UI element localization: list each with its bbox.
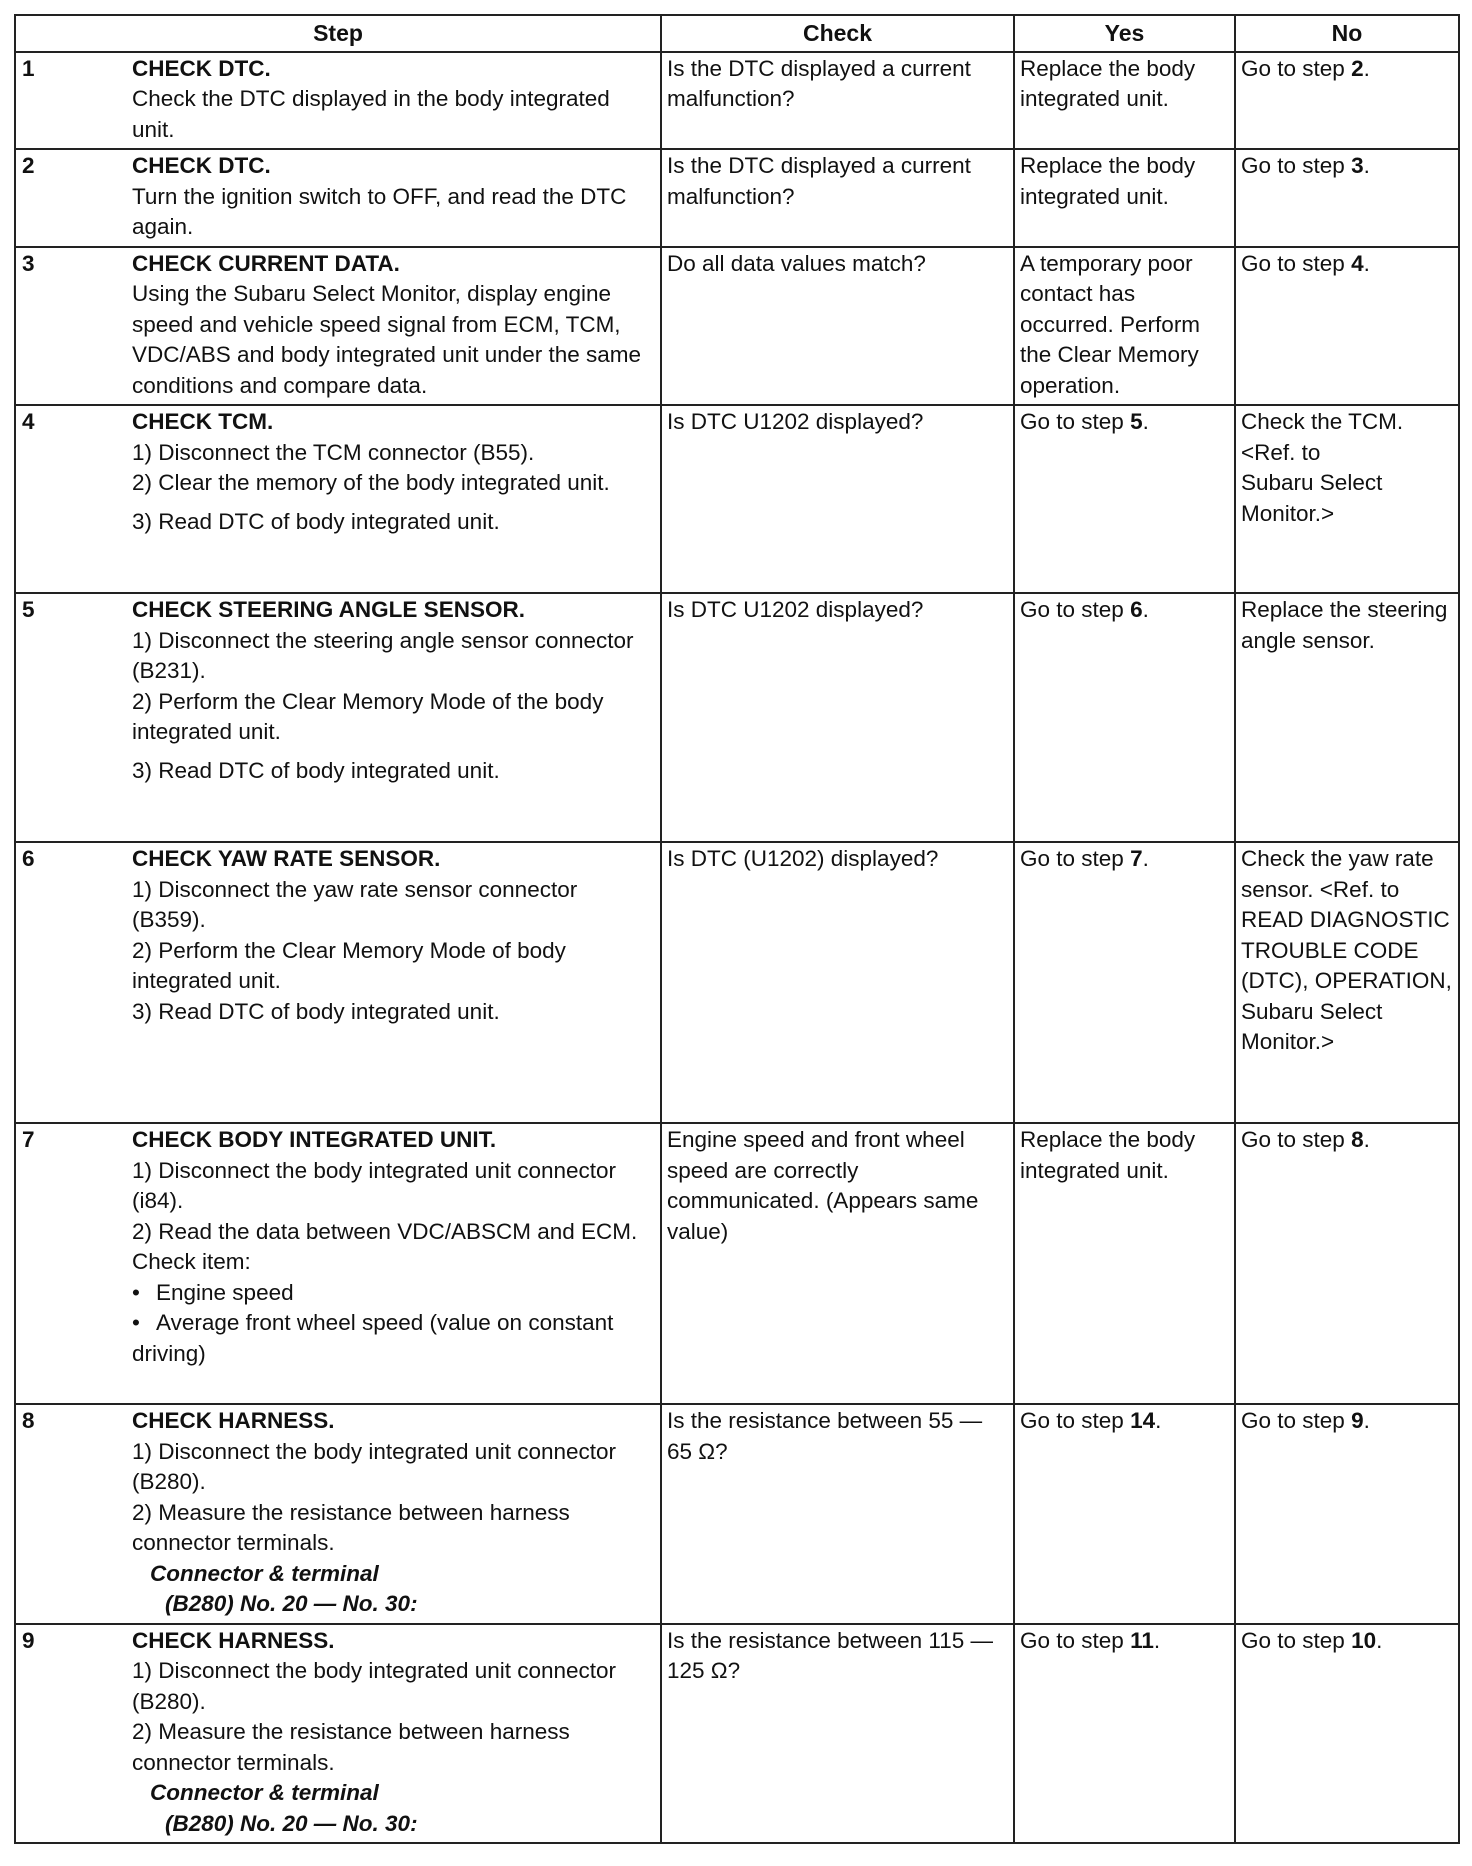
step-number: 8: [22, 1408, 35, 1433]
yes-text: Go to step: [1020, 409, 1131, 434]
diagnostic-procedure-sheet: [14, 14, 1458, 1844]
yes-cell: [1014, 1404, 1235, 1624]
yes-suffix: .: [1142, 846, 1149, 871]
no-line: Monitor.>: [1241, 500, 1335, 526]
no-cell: [1235, 1404, 1459, 1624]
spacer: [132, 499, 654, 507]
step-cell: [15, 1123, 661, 1404]
step-item: 3) Read DTC of body integrated unit.: [132, 998, 500, 1024]
step-cell: [15, 842, 661, 1123]
step-number: 1: [22, 55, 35, 81]
connector-terminal-heading: Connector & terminal: [150, 1780, 379, 1805]
yes-text: Go to step: [1020, 846, 1131, 871]
yes-cell: [1014, 405, 1235, 593]
step-item: 2) Measure the resistance between harness connector terminals.: [132, 1719, 570, 1775]
step-title: CHECK TCM.: [132, 409, 274, 434]
table-row: [15, 52, 1459, 150]
step-item: 1) Disconnect the body integrated unit connector (B280).: [132, 1658, 617, 1714]
spacer: [132, 748, 654, 756]
step-text: Check the DTC displayed in the body integrated unit.: [132, 86, 610, 142]
step-item: 3) Read DTC of body integrated unit.: [132, 757, 500, 783]
step-item: 1) Disconnect the steering angle sensor connector (B231).: [132, 627, 634, 683]
step-item: 1) Disconnect the TCM connector (B55).: [132, 439, 535, 465]
yes-cell: Replace the body integrated unit.: [1014, 52, 1235, 150]
step-link: 11: [1130, 1627, 1154, 1653]
step-item: 2) Measure the resistance between harness connector terminals.: [132, 1499, 570, 1555]
table-row: [15, 405, 1459, 593]
no-suffix: .: [1363, 153, 1370, 178]
no-cell: [1235, 52, 1459, 150]
step-item: 1) Disconnect the body integrated unit connector (i84).: [132, 1157, 617, 1213]
yes-suffix: .: [1155, 1408, 1162, 1433]
step-title: CHECK HARNESS.: [132, 1408, 335, 1433]
step-link: 4: [1351, 250, 1364, 276]
step-number: 3: [22, 250, 35, 276]
connector-terminal-value: (B280) No. 20 — No. 30:: [165, 1810, 418, 1836]
header-no: No: [1235, 15, 1459, 52]
step-title: CHECK DTC.: [132, 153, 271, 178]
no-text: Go to step: [1241, 55, 1352, 81]
step-number: 4: [22, 409, 35, 434]
no-text: Go to step: [1241, 1127, 1352, 1152]
check-cell: Is DTC (U1202) displayed?: [661, 842, 1014, 1123]
check-cell: Is the resistance between 115 — 125 Ω?: [661, 1624, 1014, 1844]
bullet-item: • Average front wheel speed (value on constant driving): [132, 1308, 654, 1369]
check-cell: Is the DTC displayed a current malfunction?: [661, 52, 1014, 150]
no-suffix: .: [1363, 250, 1370, 276]
table-row: [15, 1624, 1459, 1844]
step-item: 1) Disconnect the yaw rate sensor connector (B359).: [132, 876, 578, 932]
yes-suffix: .: [1142, 597, 1149, 622]
yes-text: Go to step: [1020, 1627, 1131, 1653]
step-cell: [15, 149, 661, 247]
step-number: 9: [22, 1627, 35, 1653]
no-cell: Check the yaw rate sensor. <Ref. to READ DIAGNOSTIC TROUBLE CODE (DTC), OPERATION, Subaru Select Monitor.>: [1235, 842, 1459, 1123]
step-item: 2) Perform the Clear Memory Mode of body integrated unit.: [132, 937, 566, 993]
step-link: 6: [1130, 597, 1143, 622]
step-text: Using the Subaru Select Monitor, display engine speed and vehicle speed signal from ECM, TCM, VDC/ABS and body integrated unit under the same conditions and compare data.: [132, 281, 642, 398]
no-cell: [1235, 149, 1459, 247]
step-title: CHECK STEERING ANGLE SENSOR.: [132, 597, 525, 622]
no-suffix: .: [1363, 1408, 1370, 1433]
diagnostic-table: [14, 14, 1460, 1844]
step-number: 2: [22, 153, 35, 178]
no-text: Go to step: [1241, 250, 1352, 276]
no-line: Subaru Select: [1241, 470, 1383, 495]
step-cell: [15, 593, 661, 842]
step-link: 10: [1351, 1627, 1377, 1653]
no-cell: [1235, 1123, 1459, 1404]
yes-text: Go to step: [1020, 597, 1131, 622]
step-link: 14: [1130, 1408, 1156, 1433]
header-yes: Yes: [1014, 15, 1235, 52]
table-row: [15, 149, 1459, 247]
yes-cell: Replace the body integrated unit.: [1014, 149, 1235, 247]
connector-terminal-heading: Connector & terminal: [150, 1560, 379, 1586]
no-text: Go to step: [1241, 1408, 1352, 1433]
yes-cell: [1014, 593, 1235, 842]
check-cell: Engine speed and front wheel speed are correctly communicated. (Appears same value): [661, 1123, 1014, 1404]
header-check: Check: [661, 15, 1014, 52]
step-title: CHECK DTC.: [132, 55, 271, 81]
yes-suffix: .: [1153, 1627, 1161, 1653]
step-link: 2: [1351, 55, 1364, 81]
table-row: [15, 1404, 1459, 1624]
no-cell: [1235, 247, 1459, 406]
step-item: 1) Disconnect the body integrated unit connector (B280).: [132, 1438, 617, 1494]
no-line: <Ref. to: [1241, 439, 1321, 465]
step-link: 3: [1351, 153, 1364, 178]
no-text: Go to step: [1241, 1627, 1352, 1653]
table-row: [15, 1123, 1459, 1404]
no-text: Go to step: [1241, 153, 1352, 178]
step-link: 9: [1351, 1408, 1364, 1433]
step-item: Check item:: [132, 1249, 251, 1274]
no-line: Check the TCM.: [1241, 409, 1404, 434]
yes-cell: A temporary poor contact has occurred. Perform the Clear Memory operation.: [1014, 247, 1235, 406]
step-cell: [15, 1404, 661, 1624]
connector-terminal-value: (B280) No. 20 — No. 30:: [165, 1591, 418, 1616]
bullet-item: • Engine speed: [132, 1278, 654, 1309]
header-row: [15, 15, 1459, 52]
step-item: 3) Read DTC of body integrated unit.: [132, 508, 500, 534]
step-number: 7: [22, 1127, 35, 1152]
step-item: 2) Perform the Clear Memory Mode of the body integrated unit.: [132, 688, 604, 744]
yes-suffix: .: [1142, 409, 1149, 434]
table-row: [15, 247, 1459, 406]
table-row: [15, 593, 1459, 842]
step-item: 2) Clear the memory of the body integrated unit.: [132, 470, 610, 495]
table-row: [15, 842, 1459, 1123]
no-cell: Replace the steering angle sensor.: [1235, 593, 1459, 842]
step-cell: [15, 52, 661, 150]
step-number: 6: [22, 846, 35, 871]
check-cell: Is DTC U1202 displayed?: [661, 593, 1014, 842]
header-step: Step: [15, 15, 661, 52]
step-number: 5: [22, 597, 35, 622]
check-cell: Is the DTC displayed a current malfunction?: [661, 149, 1014, 247]
step-title: CHECK CURRENT DATA.: [132, 250, 400, 276]
step-cell: [15, 1624, 661, 1844]
check-cell: Is DTC U1202 displayed?: [661, 405, 1014, 593]
no-suffix: .: [1363, 1127, 1370, 1152]
step-cell: [15, 247, 661, 406]
yes-cell: [1014, 842, 1235, 1123]
yes-cell: Replace the body integrated unit.: [1014, 1123, 1235, 1404]
step-item: 2) Read the data between VDC/ABSCM and ECM.: [132, 1218, 638, 1244]
step-title: CHECK HARNESS.: [132, 1627, 335, 1653]
step-title: CHECK YAW RATE SENSOR.: [132, 846, 441, 871]
no-suffix: .: [1376, 1627, 1383, 1653]
yes-text: Go to step: [1020, 1408, 1131, 1433]
step-cell: [15, 405, 661, 593]
no-suffix: .: [1363, 55, 1370, 81]
step-link: 5: [1130, 409, 1143, 434]
step-text: Turn the ignition switch to OFF, and read the DTC again.: [132, 183, 627, 239]
check-cell: Is the resistance between 55 — 65 Ω?: [661, 1404, 1014, 1624]
yes-cell: [1014, 1624, 1235, 1844]
no-cell: [1235, 405, 1459, 593]
step-link: 8: [1351, 1127, 1364, 1152]
check-cell: Do all data values match?: [661, 247, 1014, 406]
no-cell: [1235, 1624, 1459, 1844]
step-title: CHECK BODY INTEGRATED UNIT.: [132, 1127, 497, 1152]
step-link: 7: [1130, 846, 1143, 871]
